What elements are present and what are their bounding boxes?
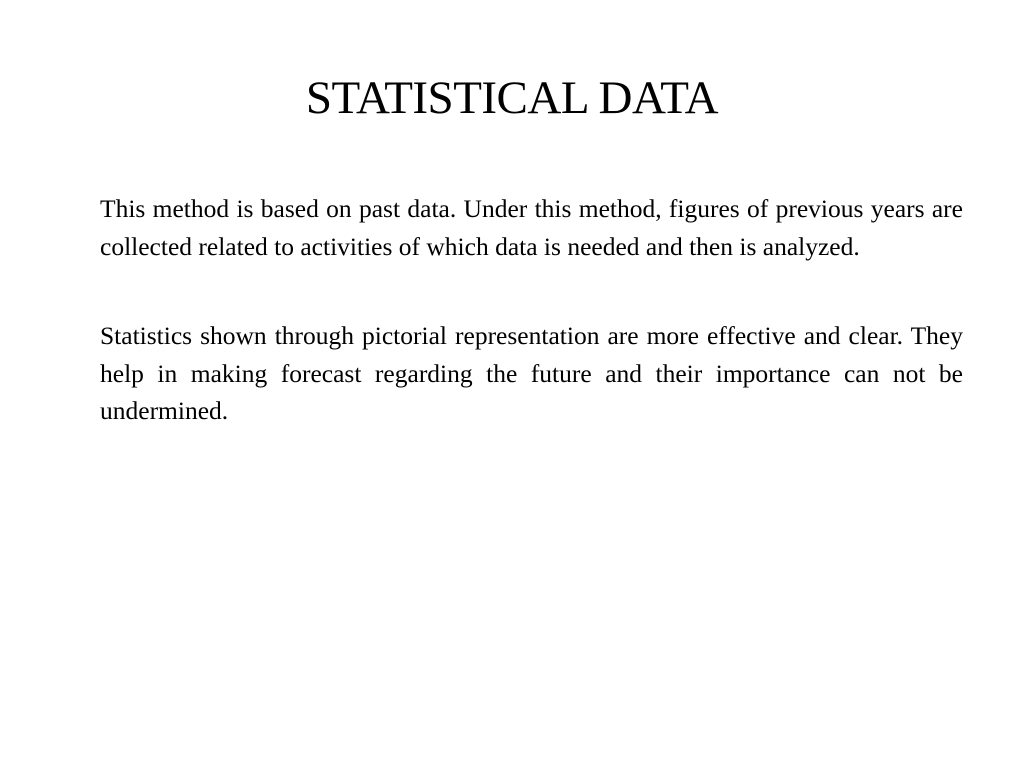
slide-body (100, 190, 963, 430)
paragraph-past-data: This method is based on past data. Under this method, figures of previous years are collected related to activities of which data is needed and then is analyzed. (100, 194, 963, 261)
slide-title: STATISTICAL DATA (305, 72, 719, 124)
paragraph-pictorial-statistics: Statistics shown through pictorial representation are more effective and clear. They help in making forecast regarding the future and their importance can not be undermined. (100, 321, 963, 425)
